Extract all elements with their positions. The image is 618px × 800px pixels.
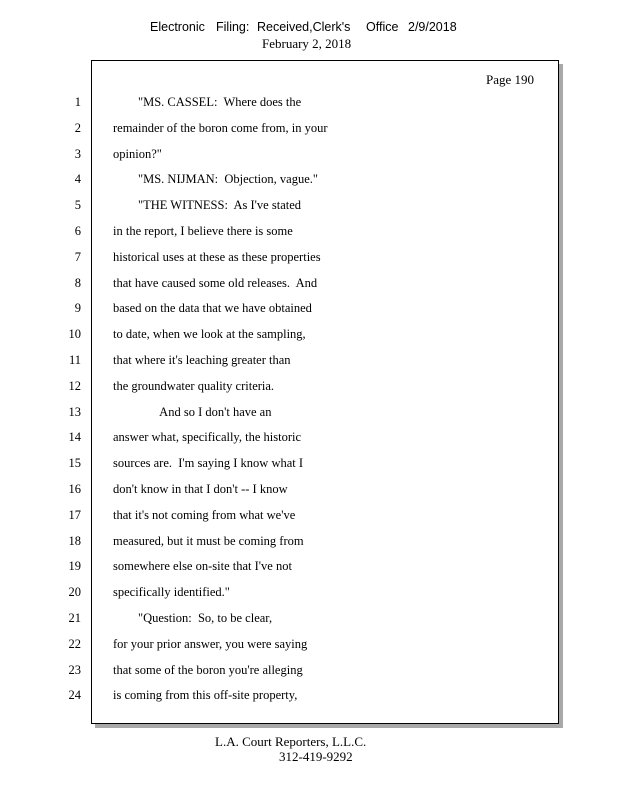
line-text: And so I don't have an: [113, 404, 272, 419]
line-text: the groundwater quality criteria.: [113, 378, 275, 393]
line-number: 6: [74, 224, 81, 238]
line-text: "MS. NIJMAN: Objection, vague.": [113, 172, 318, 187]
line-text: don't know in that I don't -- I know: [113, 482, 288, 496]
transcript-date: February 2, 2018: [262, 36, 352, 51]
reporter-company: L.A. Court Reporters, L.L.C.: [215, 734, 367, 749]
line-number: 20: [68, 585, 81, 600]
line-number: 18: [68, 533, 81, 548]
line-text: somewhere else on-site that I've not: [113, 559, 292, 574]
line-number: 5: [74, 198, 81, 213]
line-text: "Question: So, to be clear,: [113, 611, 273, 625]
filing-stamp: [0, 20, 618, 36]
line-number: 12: [68, 378, 81, 393]
line-text: measured, but it must be coming from: [113, 533, 304, 548]
line-text: for your prior answer, you were saying: [113, 636, 308, 651]
line-number: 17: [68, 507, 81, 522]
line-number: 9: [74, 301, 81, 316]
line-text: that some of the boron you're alleging: [113, 662, 303, 677]
line-number: 21: [68, 611, 81, 625]
page-number: Page 190: [486, 72, 535, 87]
line-text: historical uses at these as these properties: [113, 249, 321, 264]
line-text: that it's not coming from what we've: [113, 507, 296, 522]
line-text: sources are. I'm saying I know what I: [113, 456, 304, 471]
line-text: "MS. CASSEL: Where does the: [113, 95, 302, 109]
stamp-electronic: Electronic: [150, 20, 205, 34]
line-number: 19: [68, 559, 81, 574]
stamp-received: Received,Clerk's: [257, 20, 351, 34]
line-text: is coming from this off-site property,: [113, 688, 298, 703]
stamp-date: 2/9/2018: [408, 20, 457, 34]
line-text: remainder of the boron come from, in your: [113, 120, 328, 135]
line-text: that where it's leaching greater than: [113, 353, 291, 367]
line-number: 7: [74, 249, 81, 264]
line-number: 2: [74, 120, 81, 135]
line-number: 22: [68, 636, 81, 651]
line-number: 15: [68, 456, 81, 471]
reporter-phone: 312-419-9292: [279, 749, 353, 764]
line-text: specifically identified.": [113, 585, 230, 600]
line-number: 11: [68, 353, 81, 367]
line-text: opinion?": [113, 146, 162, 161]
line-text: in the report, I believe there is some: [113, 224, 293, 238]
line-text: that have caused some old releases. And: [113, 275, 318, 290]
line-number: 24: [68, 688, 81, 703]
line-number: 1: [74, 95, 81, 109]
line-text: to date, when we look at the sampling,: [113, 327, 306, 342]
line-number: 3: [74, 146, 81, 161]
line-number: 14: [68, 430, 81, 445]
line-number: 23: [68, 662, 81, 677]
stamp-filing: Filing:: [216, 20, 250, 34]
line-text: "THE WITNESS: As I've stated: [113, 198, 302, 213]
line-number: 4: [74, 172, 81, 187]
line-text: answer what, specifically, the historic: [113, 430, 302, 445]
line-number: 16: [68, 482, 81, 496]
line-number: 13: [68, 404, 81, 419]
line-text: based on the data that we have obtained: [113, 301, 312, 316]
line-number: 10: [68, 327, 81, 342]
line-number: 8: [74, 275, 81, 290]
stamp-office: Office: [366, 20, 399, 34]
